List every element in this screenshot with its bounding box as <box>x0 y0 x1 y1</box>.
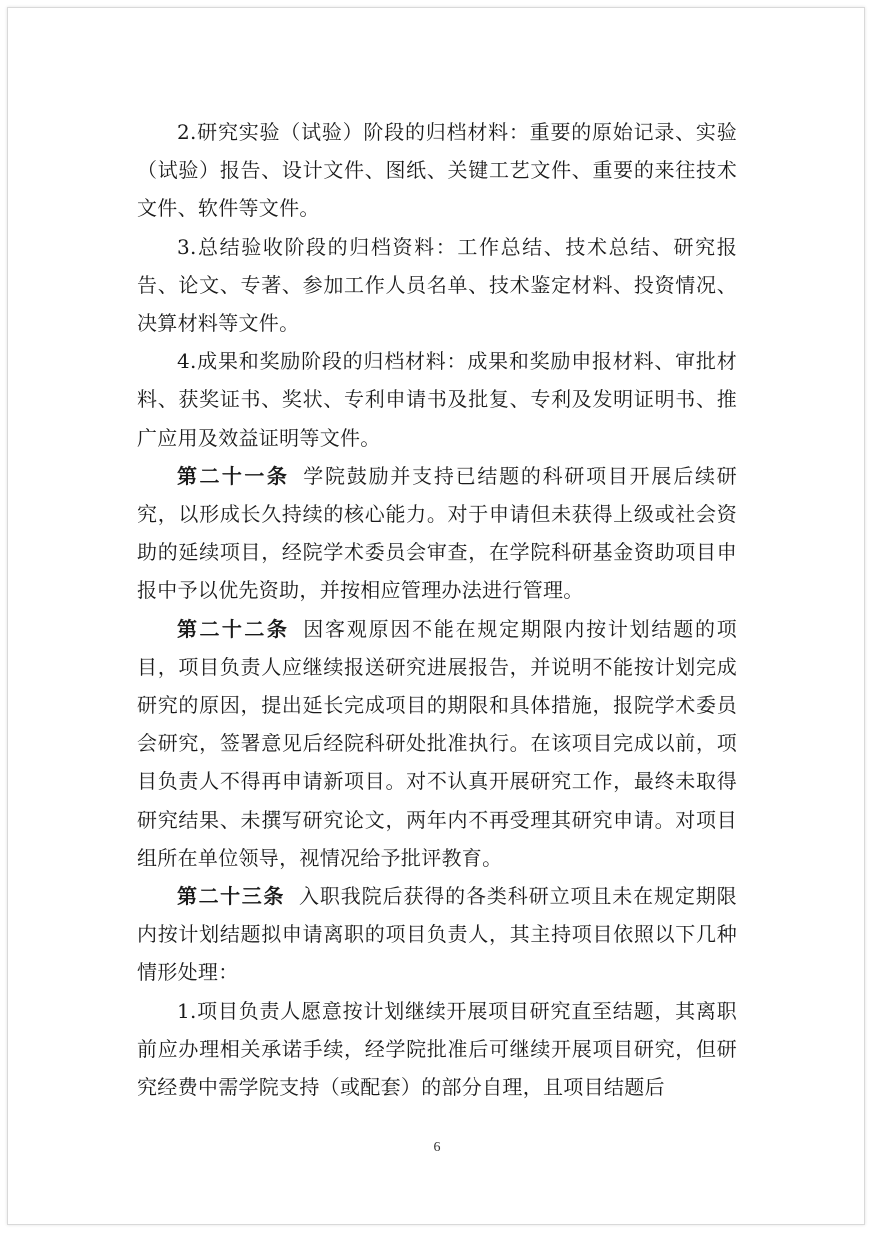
paragraph-archive-stage-4 <box>137 342 737 457</box>
paragraph-text: 学院鼓励并支持已结题的科研项目开展后续研究，以形成长久持续的核心能力。对于申请但未获得上级或社会资助的延续项目，经院学术委员会审查，在学院科研基金资助项目申报中予以优先资助，并按相应管理办法进行管理。 <box>137 463 738 603</box>
page-number: 6 <box>433 1140 441 1155</box>
paragraph-article-22 <box>137 610 737 877</box>
paragraph-text: 4.成果和奖励阶段的归档材料：成果和奖励申报材料、审批材料、获奖证书、奖状、专利申请书及批复、专利及发明证明书、推广应用及效益证明等文件。 <box>137 349 737 450</box>
paragraph-text: 1.项目负责人愿意按计划继续开展项目研究直至结题，其离职前应办理相关承诺手续，经学院批准后可继续开展项目研究，但研究经费中需学院支持（或配套）的部分自理，且项目结题后 <box>137 998 737 1100</box>
article-heading: 第二十一条 <box>177 463 290 488</box>
paragraph-text: 3.总结验收阶段的归档资料：工作总结、技术总结、研究报告、论文、专著、参加工作人员名单、技术鉴定材料、投资情况、决算材料等文件。 <box>137 234 737 336</box>
article-heading: 第二十三条 <box>177 884 285 909</box>
paragraph-text: 因客观原因不能在规定期限内按计划结题的项目，项目负责人应继续报送研究进展报告，并说明不能按计划完成研究的原因，提出延长完成项目的期限和具体措施，报院学术委员会研究，签署意见后经院科研处批准执行。在该项目完成以前，项目负责人不得再申请新项目。对不认真开展研究工作，最终未取得研究结果、未撰写研究论文，两年内不再受理其研究申请。对项目组所在单位领导，视情况给予批评教育。 <box>137 616 738 870</box>
paragraph-archive-stage-3 <box>137 228 737 343</box>
paragraph-article-21 <box>137 457 737 610</box>
paragraph-case-1 <box>137 992 737 1107</box>
paragraph-article-23 <box>137 877 737 992</box>
paragraph-archive-stage-2 <box>137 113 737 228</box>
paragraph-text: 2.研究实验（试验）阶段的归档材料：重要的原始记录、实验（试验）报告、设计文件、图纸、关键工艺文件、重要的来往技术文件、软件等文件。 <box>137 120 737 221</box>
document-body <box>137 113 737 1106</box>
article-heading: 第二十二条 <box>177 616 290 641</box>
paragraph-text: 入职我院后获得的各类科研立项且未在规定期限内按计划结题拟申请离职的项目负责人，其主持项目依照以下几种情形处理： <box>137 884 737 985</box>
